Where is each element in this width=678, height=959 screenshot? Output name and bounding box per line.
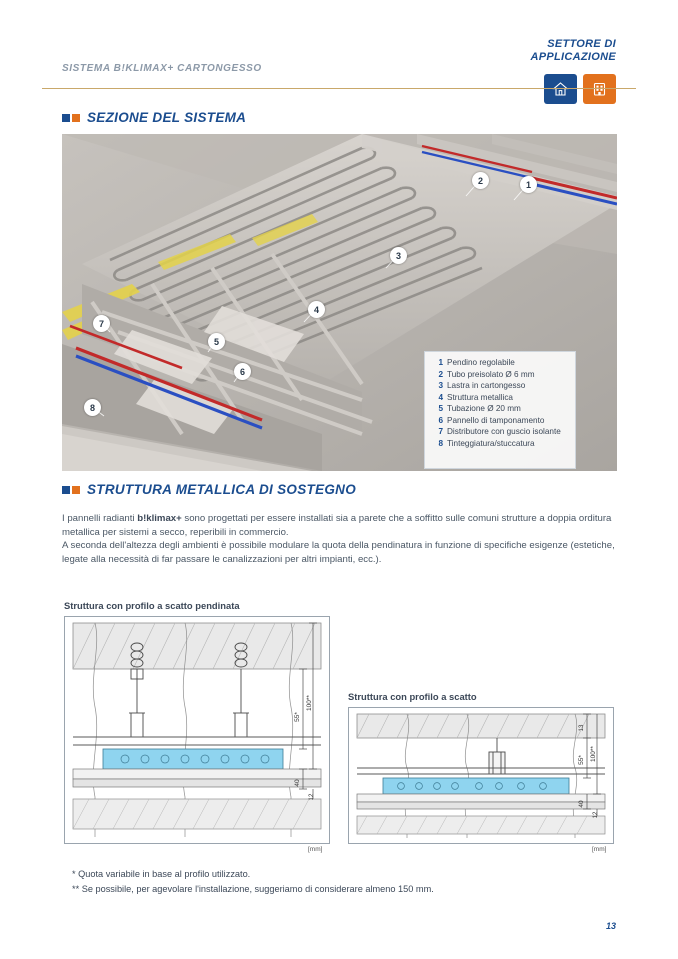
drawing-right-artwork [349, 708, 613, 843]
running-title: SISTEMA B!KLIMAX+ CARTONGESSO [62, 63, 262, 74]
legend-text: Pannello di tamponamento [447, 415, 545, 425]
legend-number: 2 [438, 369, 443, 379]
callout-6: 6 [234, 363, 251, 380]
svg-text:40: 40 [578, 800, 585, 808]
svg-text:55*: 55* [578, 755, 585, 765]
callout-8: 8 [84, 399, 101, 416]
drawing-left-unit: [mm] [308, 846, 323, 853]
legend-number: 8 [438, 438, 443, 448]
drawing-left [64, 616, 330, 844]
legend-item [432, 404, 568, 415]
legend-number: 7 [438, 427, 443, 436]
section-bullet-icon [62, 114, 80, 122]
legend-item [432, 427, 568, 438]
callout-7: 7 [93, 315, 110, 332]
drawing-right-unit: [mm] [592, 846, 607, 853]
section-bullet-icon [62, 486, 80, 494]
legend-number: 6 [438, 415, 443, 425]
footnote-1: * Quota variabile in base al profilo utilizzato. [72, 869, 251, 879]
building-icon [583, 74, 616, 104]
svg-text:12: 12 [309, 793, 315, 801]
legend-text: Pendino regolabile [447, 358, 515, 367]
sector-label [531, 38, 617, 64]
drawing-left-caption: Struttura con profilo a scatto pendinata [64, 600, 240, 611]
section-heading-sezione-del-sistema [62, 110, 246, 125]
callout-2: 2 [472, 172, 489, 189]
legend-text: Distributore con guscio isolante [447, 427, 561, 436]
section-title: STRUTTURA METALLICA DI SOSTEGNO [87, 482, 357, 497]
svg-text:12: 12 [593, 811, 599, 819]
drawing-right-caption: Struttura con profilo a scatto [348, 691, 477, 702]
callout-4: 4 [308, 301, 325, 318]
legend-text: Tinteggiatura/stuccatura [447, 438, 535, 448]
svg-text:13: 13 [579, 724, 585, 732]
house-icon [544, 74, 577, 104]
legend-text: Tubazione Ø 20 mm [447, 404, 521, 413]
svg-text:55*: 55* [294, 712, 301, 722]
body-paragraph-1 [62, 512, 622, 539]
body-p1-post: sono progettati per essere installati sia a parete che a soffitto sulle comuni strutture a doppia orditura metallica per sistemi a secco, reperibili in commercio. [62, 513, 612, 538]
legend-number: 3 [438, 381, 443, 390]
callout-5: 5 [208, 333, 225, 350]
callout-3: 3 [390, 247, 407, 264]
legend-text: Lastra in cartongesso [447, 381, 526, 390]
legend-item [432, 358, 568, 369]
svg-text:100**: 100** [306, 695, 313, 711]
section-heading-struttura-metallica [62, 482, 356, 497]
page-number: 13 [605, 921, 616, 931]
legend-text: Tubo preisolato Ø 6 mm [447, 369, 535, 379]
sector-label-line1: SETTORE DI [547, 38, 616, 50]
svg-text:40: 40 [294, 779, 301, 787]
legend-item [432, 416, 568, 427]
legend-text: Struttura metallica [447, 392, 513, 402]
legend-item [432, 381, 568, 392]
section-title: SEZIONE DEL SISTEMA [87, 110, 247, 125]
sector-label-line2: APPLICAZIONE [530, 51, 616, 63]
svg-text:100**: 100** [590, 746, 597, 762]
body-copy [62, 512, 622, 566]
legend-number: 1 [438, 358, 443, 367]
legend-number: 4 [438, 392, 443, 402]
drawing-right [348, 707, 614, 844]
product-name: b!klimax+ [137, 513, 182, 524]
legend-item [432, 370, 568, 381]
callout-1: 1 [520, 176, 537, 193]
sector-icon-group [544, 74, 616, 104]
header-divider [42, 88, 636, 89]
body-paragraph-2: A seconda dell'altezza degli ambienti è possibile modulare la quota della pendinatura in funzione di specifiche esigenze (estetiche, legate alla necessità di far passare le canalizzazioni per altri impianti, ecc.). [62, 540, 615, 565]
body-p1-pre: I pannelli radianti [62, 513, 138, 524]
legend-item [432, 393, 568, 404]
footnote-2: ** Se possibile, per agevolare l'installazione, suggeriamo di considerare almeno 150 mm. [72, 884, 434, 894]
legend-number: 5 [438, 404, 443, 413]
legend-item [432, 439, 568, 450]
page-header [0, 0, 678, 98]
legend-box [424, 351, 576, 469]
drawing-left-artwork [65, 617, 329, 843]
